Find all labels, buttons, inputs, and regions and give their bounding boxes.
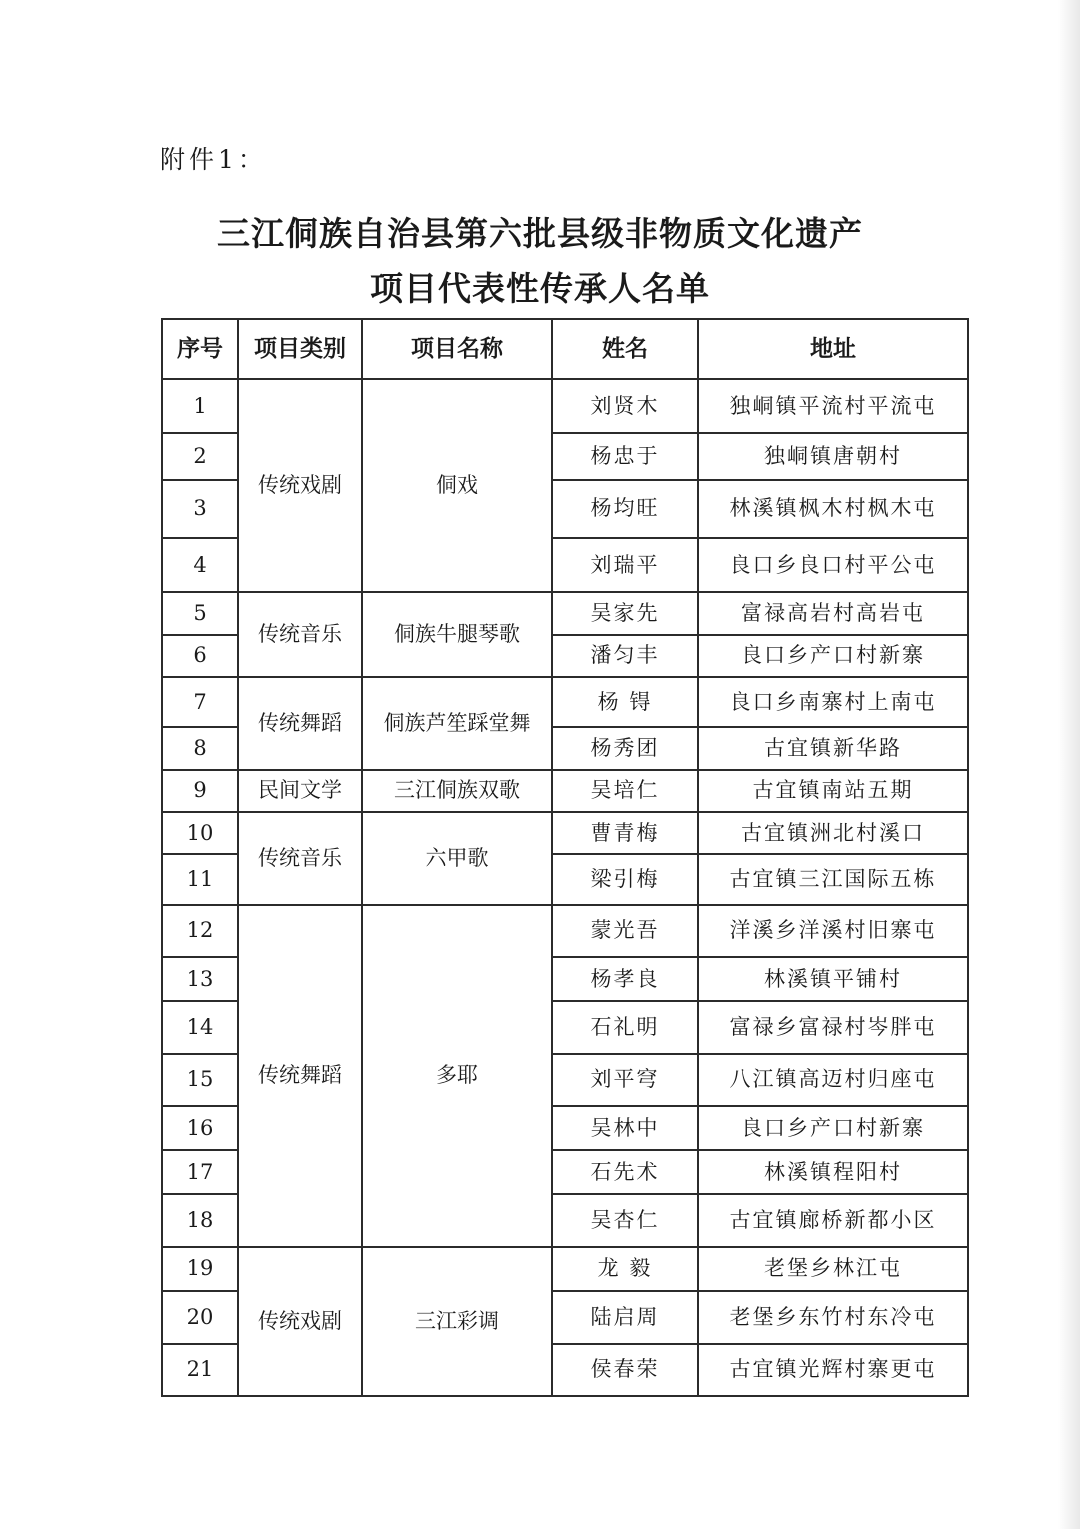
inheritor-address: 富禄高岩村高岩屯 [698,592,968,634]
project-category: 传统舞蹈 [238,677,362,770]
table-row [162,770,968,812]
inheritor-name: 杨秀团 [552,727,698,769]
table-body [162,379,968,1396]
inheritor-address: 林溪镇程阳村 [698,1150,968,1194]
row-index: 12 [162,905,238,957]
inheritor-address: 古宜镇新华路 [698,727,968,769]
inheritor-name: 侯春荣 [552,1344,698,1397]
inheritor-address: 林溪镇平铺村 [698,957,968,1001]
header-name: 姓名 [552,319,698,379]
table-row [162,812,968,854]
inheritor-name: 蒙光吾 [552,905,698,957]
table-row [162,379,968,433]
inheritor-name: 曹青梅 [552,812,698,854]
inheritor-address: 良口乡南寨村上南屯 [698,677,968,727]
table-row [162,1247,968,1291]
inheritor-name: 吴家先 [552,592,698,634]
table-row [162,677,968,727]
inheritor-name: 潘匀丰 [552,635,698,677]
inheritor-name: 石先术 [552,1150,698,1194]
inheritor-address: 独峒镇平流村平流屯 [698,379,968,433]
inheritor-address: 良口乡产口村新寨 [698,635,968,677]
inheritor-name: 刘贤木 [552,379,698,433]
table-row [162,592,968,634]
row-index: 10 [162,812,238,854]
project-name: 六甲歌 [362,812,552,905]
inheritor-address: 独峒镇唐朝村 [698,433,968,479]
row-index: 21 [162,1344,238,1397]
row-index: 3 [162,480,238,538]
inheritor-name: 石礼明 [552,1001,698,1053]
row-index: 15 [162,1054,238,1106]
row-index: 6 [162,635,238,677]
row-index: 14 [162,1001,238,1053]
project-category: 传统音乐 [238,812,362,905]
project-name: 侗戏 [362,379,552,592]
row-index: 13 [162,957,238,1001]
row-index: 5 [162,592,238,634]
inheritor-address: 富禄乡富禄村岑胖屯 [698,1001,968,1053]
inheritor-name: 吴林中 [552,1106,698,1150]
inheritor-address: 古宜镇三江国际五栋 [698,854,968,904]
header-category: 项目类别 [238,319,362,379]
inheritor-address: 老堡乡东竹村东冷屯 [698,1291,968,1343]
inheritor-address: 良口乡产口村新寨 [698,1106,968,1150]
table-row [162,905,968,957]
project-category: 民间文学 [238,770,362,812]
inheritor-name: 龙 毅 [552,1247,698,1291]
project-category: 传统戏剧 [238,1247,362,1396]
row-index: 1 [162,379,238,433]
inheritor-name: 吴杏仁 [552,1194,698,1246]
inheritor-name: 刘平穹 [552,1054,698,1106]
inheritor-name: 梁引梅 [552,854,698,904]
inheritor-address: 八江镇高迈村归座屯 [698,1054,968,1106]
inheritor-name: 刘瑞平 [552,538,698,592]
row-index: 9 [162,770,238,812]
project-name: 侗族牛腿琴歌 [362,592,552,677]
inheritor-name: 杨孝良 [552,957,698,1001]
inheritor-address: 古宜镇南站五期 [698,770,968,812]
row-index: 2 [162,433,238,479]
attachment-label: 附件1： [160,145,267,174]
inheritor-name: 杨忠于 [552,433,698,479]
project-name: 多耶 [362,905,552,1247]
inheritor-name: 吴培仁 [552,770,698,812]
project-name: 三江侗族双歌 [362,770,552,812]
document-title-line-1: 三江侗族自治县第六批县级非物质文化遗产 [217,214,863,253]
inheritor-address: 古宜镇洲北村溪口 [698,812,968,854]
project-category: 传统戏剧 [238,379,362,592]
row-index: 19 [162,1247,238,1291]
row-index: 16 [162,1106,238,1150]
inheritor-name: 杨 锝 [552,677,698,727]
row-index: 7 [162,677,238,727]
inheritor-address: 良口乡良口村平公屯 [698,538,968,592]
inheritor-name: 杨均旺 [552,480,698,538]
inheritor-address: 老堡乡林江屯 [698,1247,968,1291]
row-index: 17 [162,1150,238,1194]
project-category: 传统音乐 [238,592,362,677]
inheritor-table [161,318,969,1397]
row-index: 11 [162,854,238,904]
row-index: 8 [162,727,238,769]
inheritor-address: 林溪镇枫木村枫木屯 [698,480,968,538]
row-index: 20 [162,1291,238,1343]
header-project: 项目名称 [362,319,552,379]
project-name: 侗族芦笙踩堂舞 [362,677,552,770]
inheritor-address: 古宜镇廊桥新都小区 [698,1194,968,1246]
document-title-line-2: 项目代表性传承人名单 [370,269,710,308]
inheritor-address: 洋溪乡洋溪村旧寨屯 [698,905,968,957]
inheritor-name: 陆启周 [552,1291,698,1343]
project-name: 三江彩调 [362,1247,552,1396]
header-address: 地址 [698,319,968,379]
table-header-row [162,319,968,379]
header-index: 序号 [162,319,238,379]
row-index: 18 [162,1194,238,1246]
inheritor-address: 古宜镇光辉村寨更屯 [698,1344,968,1397]
row-index: 4 [162,538,238,592]
project-category: 传统舞蹈 [238,905,362,1247]
